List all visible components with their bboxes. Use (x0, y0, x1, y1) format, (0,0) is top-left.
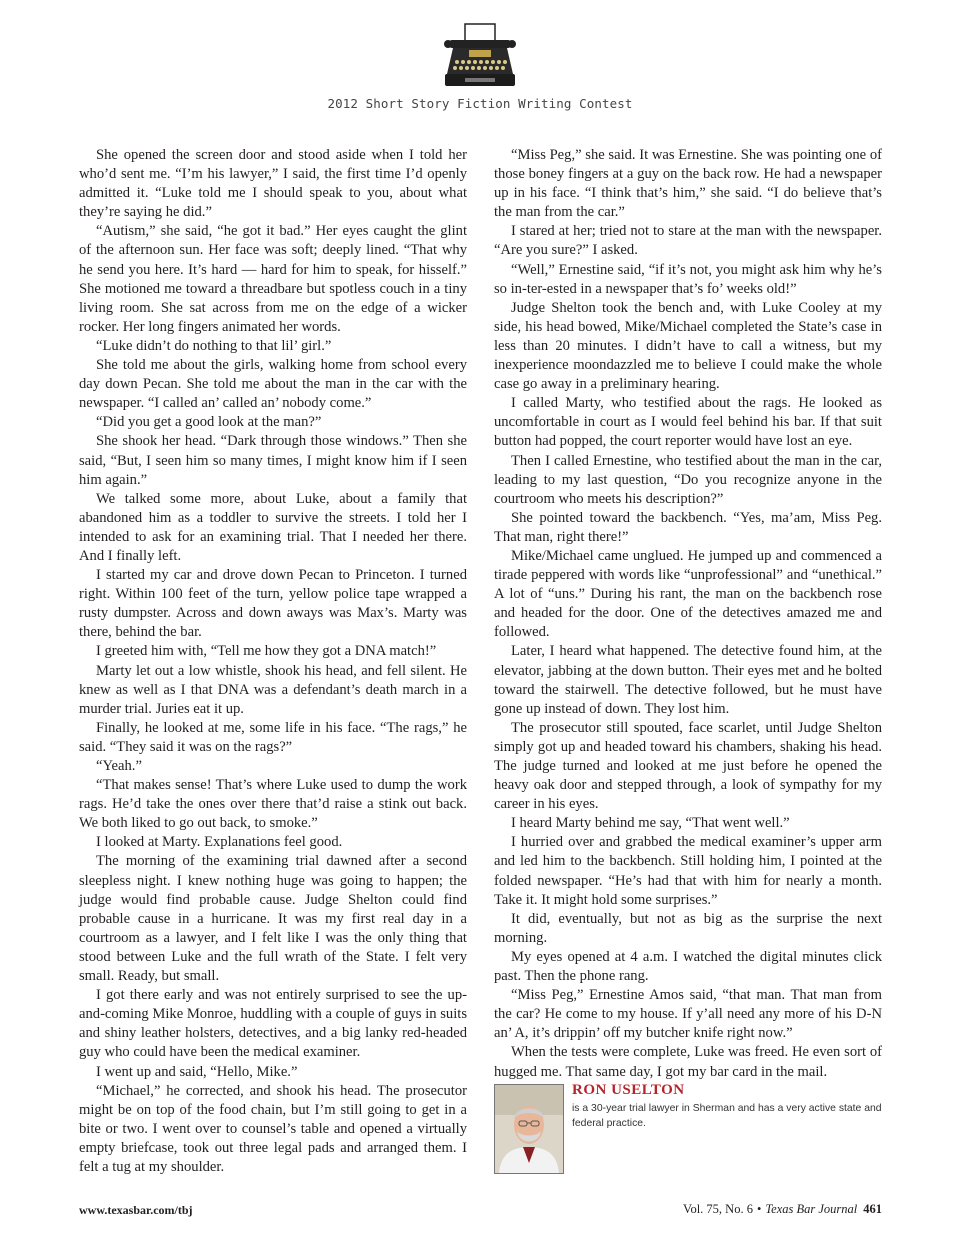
paragraph: “Luke didn’t do nothing to that lil’ girl.” (96, 337, 332, 354)
paragraph: I started my car and drove down Pecan to Princeton. I turned right. Within 100 feet of the turn, yellow police tape wrapped a rusty dumpster. Across and down aways was Max’s. Marty was there, behind the bar. (79, 567, 467, 641)
paragraph: I greeted him with, “Tell me how they got a DNA match!” (96, 643, 437, 660)
paragraph: Later, I heard what happened. The detective found him, at the elevator, jabbing at the down button. Their eyes met and he bolted toward the stairwell. The detective followed, but he must have gone up instead of down. They lost him. (494, 643, 882, 717)
paragraph: Mike/Michael came unglued. He jumped up and commenced a tirade peppered with words like “unprofessional” and “unethical.” A lot of “uns.” During his rant, the man on the backbench rose and headed for the door. One of the detectives amazed me and followed. (494, 547, 882, 641)
paragraph: The prosecutor still spouted, face scarlet, until Judge Shelton simply got up and headed toward his chambers, shaking his head. The judge turned and looked at me just before he opened the heavy oak door and stepped through, a look of sympathy for my career in his eyes. (494, 719, 882, 813)
paragraph: “Michael,” he corrected, and shook his head. The prosecutor might be on top of the food chain, but I’m still going to get in a bite or two. I went over to counsel’s table and opened a virtually empty briefcase, took out three legal pads and arranged them. I felt a tug at my shoulder. (79, 1082, 467, 1175)
paragraph: I called Marty, who testified about the rags. He looked as uncomfortable in court as I would feel behind his bar. If that suit button had popped, the court reporter would have lost an eye. (494, 395, 882, 450)
volume-label: Vol. 75, No. 6 (683, 1202, 753, 1216)
left-column (79, 146, 467, 1177)
paragraph: I looked at Marty. Explanations feel good. (96, 834, 343, 851)
paragraph: Then I called Ernestine, who testified about the man in the car, leading to my last question, “Do you recognize anyone in the courtroom who meets his description?” (494, 452, 882, 507)
journal-name: Texas Bar Journal (765, 1202, 858, 1216)
footer-issue (683, 1202, 882, 1217)
paragraph: I went up and said, “Hello, Mike.” (96, 1063, 298, 1080)
paragraph: When the tests were complete, Luke was freed. He even sort of hugged me. That same day, I got my bar card in the mail. (494, 1044, 882, 1080)
author-photo (494, 1084, 564, 1174)
page-number: 461 (863, 1202, 882, 1216)
paragraph: Finally, he looked at me, some life in his face. “The rags,” he said. “They said it was on the rags?” (79, 719, 467, 755)
right-column (494, 146, 882, 1082)
paragraph: “Autism,” she said, “he got it bad.” Her eyes caught the glint of the afternoon sun. Her face was soft; deeply lined. “That why he send you here. It’s hard — hard for him to speak, for hisself.” She motioned me toward a threadbare but spotless couch in a tiny living room. She sat across from me on the edge of a wicker rocker. Her long fingers animated her words. (79, 223, 467, 335)
paragraph: “Did you get a good look at the man?” (96, 414, 322, 431)
paragraph: She told me about the girls, walking home from school every day down Pecan. She told me about the man in the car with the newspaper. “I called an’ called an’ nobody come.” (79, 357, 467, 412)
paragraph: I got there early and was not entirely surprised to see the up-and-coming Mike Monroe, huddling with a couple of guys in suits and shiny leather holsters, detectives, and a big lanky red-headed guy who could have been the medical examiner. (79, 987, 467, 1061)
page-header (0, 22, 960, 111)
paragraph: She opened the screen door and stood aside when I told her who’d sent me. “I’m his lawyer,” I said, the first time I’d openly admitted it. “Luke told me I should speak to you, about what they’re saying he did.” (79, 147, 467, 221)
paragraph: I heard Marty behind me say, “That went well.” (511, 815, 790, 832)
paragraph: I stared at her; tried not to stare at the man with the newspaper. “Are you sure?” I asked. (494, 223, 882, 259)
author-description: is a 30-year trial lawyer in Sherman and has a very active state and federal practice. (572, 1103, 882, 1129)
paragraph: She pointed toward the backbench. “Yes, ma’am, Miss Peg. That man, right there!” (494, 509, 882, 545)
paragraph: “That makes sense! That’s where Luke used to dump the work rags. He’d take the ones over there that’d raise a stink out back. We both liked to go out back, to smoke.” (79, 777, 467, 832)
paragraph: “Well,” Ernestine said, “if it’s not, you might ask him why he’s so in-ter-ested in a newspaper that’s fo’ weeks old!” (494, 261, 882, 297)
paragraph: “Miss Peg,” Ernestine Amos said, “that man. That man from the car? He come to my house. If y’all need any more of his D-N an’ A, it’s drippin’ off my butcher knife right now.” (494, 987, 882, 1042)
contest-title: 2012 Short Story Fiction Writing Contest (327, 96, 633, 111)
paragraph: She shook her head. “Dark through those windows.” Then she said, “But, I seen him so many times, I might know him if I seen him again.” (79, 433, 467, 488)
paragraph: My eyes opened at 4 a.m. I watched the digital minutes click past. Then the phone rang. (494, 948, 882, 985)
typewriter-icon (443, 22, 517, 90)
paragraph: The morning of the examining trial dawned after a second sleepless night. I knew nothing huge was going to happen; the judge would find probable cause. Judge Shelton could find probable cause in a hurricane. It was my first real day in a courtroom as a lawyer, and I felt like I was the only thing that stood between Luke and the full wrath of the State. I felt very small. Ready, but small. (79, 853, 467, 985)
paragraph: “Yeah.” (96, 758, 142, 774)
author-name: RON USELTON (572, 1082, 685, 1098)
paragraph: We talked some more, about Luke, about a family that abandoned him as a toddler to survive the streets. I told her I intended to ask for an examining trial. That I needed her there. And I finally left. (79, 490, 467, 564)
paragraph: Judge Shelton took the bench and, with Luke Cooley at my side, his head bowed, Mike/Michael completed the State’s case in less than 20 minutes. I didn’t have to call a witness, but my inexperience moondazzled me to believe I could make the whole case go away in a preliminary hearing. (494, 299, 882, 393)
author-bio (494, 1082, 884, 1174)
footer-url: www.texasbar.com/tbj (79, 1203, 193, 1217)
paragraph: I hurried over and grabbed the medical examiner’s upper arm and led him to the backbench. Still holding him, I pointed at the folded newspaper. “He’s had that with him for nearly a month. Take it. It might hold some surprises.” (494, 834, 882, 908)
paragraph: “Miss Peg,” she said. It was Ernestine. She was pointing one of those boney fingers at a guy on the back row. He had a newspaper up in his face. “I think that’s him,” she said. “I do believe that’s the man from the car.” (494, 147, 882, 221)
paragraph: It did, eventually, but not as big as the surprise the next morning. (494, 910, 882, 946)
bullet-separator: • (756, 1202, 762, 1216)
paragraph: Marty let out a low whistle, shook his head, and fell silent. He knew as well as I that DNA was a defendant’s death march in a murder trial. Juries eat it up. (79, 662, 467, 717)
